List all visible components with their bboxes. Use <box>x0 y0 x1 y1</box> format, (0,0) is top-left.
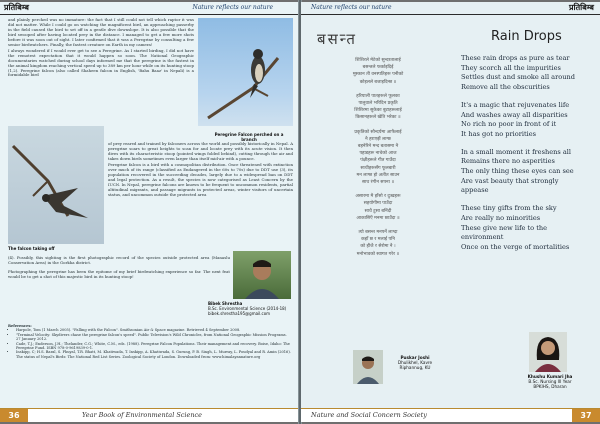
right-page <box>301 2 600 422</box>
poem-line: The only thing these eyes can see <box>461 167 574 176</box>
article-closing <box>8 256 230 281</box>
poem-line: It has got no priorities <box>461 129 537 138</box>
poem-line: Remains there no asperities <box>461 157 555 166</box>
author-program: B.Sc. Environmental Science (2014-18) <box>208 306 287 311</box>
right-header <box>301 2 600 15</box>
english-stanza <box>461 101 597 140</box>
poem-line: These tiny gifts from the sky <box>461 204 557 213</box>
english-stanza <box>461 148 597 197</box>
nepali-stanza: हरियाली पातहरूले फूलका पालुवाले भरिदिन प्रकृति शिशिरमा सुकेका बुटाहरूलाई किसानहरूले खेति भरेका ॥ <box>354 93 402 121</box>
english-stanza <box>461 204 597 253</box>
article-paragraph-4: Peregrine falcon is a bird with a cosmopolitan distribution. Once threatened with extinction over much of its range (classified as Endangered in the 60s to 70s) due to DDT use (3), its population recovered in the succeeding decades, largely due to a widespread ban on DDT and legal protection. As a result, the species is now categorised as Least Concern by the IUCN. In Nepal, peregrine falcons are known to be frequent to uncommon residents, partial altitudinal migrants, and passage migrants in protected areas, winter visitors of uncertain status, and uncommon outside the protected area <box>108 162 293 197</box>
article-paragraph-6: Photographing the peregrine has been the epitome of my brief birdwatching experience so far. The next feat would be to get a shot of this majestic bird in its hunting stoop! <box>8 268 230 279</box>
nepali-stanza: प्रकृतिको सौन्दर्यमा आफैलाई नै हराएझैं लाग्छ बहनेरिने मन्द बतासमा नै पहाडहरू नाचेको आज पंक्षीहरूले गीत गाउँदा साथीहरूसँग फूलबारी मन लाग्छ हो अतीत साउन साथ रंगीन सपना ॥ <box>354 129 402 186</box>
nepali-stanza: असारमा मै हाँसो र दुःखहरू सहयोगीमा पाउँदा साथै टुसा बनिंदी आकासिएँ मनमा छाउँदा ॥ <box>355 194 401 221</box>
english-poem <box>461 54 597 261</box>
poem-line: Are vast beauty that strongly <box>461 176 559 185</box>
poem-line: environment <box>461 233 504 242</box>
left-page <box>0 2 299 422</box>
poem-line: Are really no minorities <box>461 213 541 222</box>
poet-left-photo <box>353 350 383 384</box>
references-section <box>8 324 291 359</box>
right-page-number: 37 <box>572 409 600 422</box>
poem-line: In a small moment it freshens all <box>461 147 571 156</box>
poet-right-affiliation: BPKIHS, Dharan <box>533 384 567 390</box>
poet-right-program: B.Sc. Nursing III Year <box>528 379 572 385</box>
poem-line: appease <box>461 186 489 195</box>
left-page-number: 36 <box>0 409 28 422</box>
poet-left-name: Puskar Joshi <box>400 355 430 360</box>
poem-line: Once on the verge of mortalities <box>461 242 570 251</box>
author-email: bibek.shrestha195@gmail.com <box>208 311 271 316</box>
caption-takeoff: The falcon taking off <box>8 246 55 251</box>
references-title: References: <box>8 324 32 328</box>
reference-item: • Harpole, Tom (1 March 2005). "Falling with the Falcon". Smithsonian Air & Space magazine. Retrieved 4 September 2008. <box>16 328 291 332</box>
caption-perched: Peregrine Falcon perched on a branch <box>214 132 284 142</box>
left-header <box>0 2 299 15</box>
takeoff-falcon-photo <box>8 126 104 244</box>
english-stanza <box>461 54 597 93</box>
poem-line: No rich no poor in front of it <box>461 120 557 129</box>
reference-item: • Cade, T.J.; Enderson, J.H.; Thelander, C.G.; White, C.M., eds. (1988). Peregrine Falcon Populations. Their management and recovery. Boise, Idaho: The Peregrine Fund. ISBN 978-0-9619839-0-1. <box>16 342 291 351</box>
author-photo <box>233 251 291 299</box>
article-intro <box>8 18 194 80</box>
article-paragraph-5: (4). Possibly, this sighting is the first photographic record of the species outside protected area (Manaslu Conservation Area) in the Gorkha district. <box>8 255 230 265</box>
nepali-poem <box>313 57 443 265</box>
article-paragraph-1: and plainly perched was no immature: the fact that I still could not tell which raptor it was did not matter. While I could go on watching the magnificent bird, an approaching passerby in the field caused the bird to set off in a gentle dive downslope. It is also possible that the bird swooped after having located prey in the distance. I managed to get a few more shots before it was soon out of sight. I later confirmed that it was a Peregrine by consulting a few senior birdwatchers. Finally, the fastest creature on Earth in my camera! <box>8 17 194 47</box>
reference-item: • Inskipp, C; H.S. Baral, S. Phuyal, T.R. Bhatt, M. Khatiwada, T. Inskipp, A. Khatiwada, S. Gurung, P. B. Singh, L. Murray, L. Poudyal and R. Amin (2016). The status of Nepal's Birds: The National Red List Series. Zoological Society of London. Downloaded from: www.himalayannature.org <box>16 350 291 359</box>
reference-item: • "Terminal Velocity: Skydivers chase the peregrine falcon's speed". Public Television's Wild Chronicles, from National Geographic Mission Programs. 27 January 2012. <box>16 333 291 342</box>
english-poem-title: Rain Drops <box>491 29 562 44</box>
author-signature <box>208 301 294 316</box>
poem-line: They scorch all the impurities <box>461 63 561 72</box>
author-name: Bibek Shrestha <box>208 301 243 306</box>
nepali-poem-title: बसन्त <box>317 30 357 48</box>
nepali-stanza: शिशिरले मेटेको सुन्दरतालाई बसन्तले फर्काइदिई मुस्कान ती वनस्पतिहरू पनीको कोइलले बजाइदिन्छ ॥ <box>352 58 404 85</box>
poem-line: It's a magic that rejuvenates life <box>461 100 570 109</box>
nepali-stanza: त्यो बसन्त मनपर्ने लाग्दा कहाँ छ र मलाई पनि को हीजै र सेरोमा नै । मनोभावको स्वागत गरेर ॥ <box>356 230 400 257</box>
left-footer <box>0 408 299 422</box>
article-middle <box>108 142 293 199</box>
right-brand: प्रतिबिम्ब <box>569 3 594 12</box>
left-footer-title: Year Book of Environmental Science <box>82 411 203 419</box>
poet-left-place: Dhulikhel, Kavre <box>397 360 433 366</box>
poem-line: Remove all the obscurities <box>461 83 550 92</box>
article-paragraph-3: of prey reared and trained by falconers across the world and possibly historically in Nepal. A peregrine soars to great heights to scan for and locate prey with its acute vision. It then dives with its characteristic stoop (pointed wings folded behind), cutting through the air and takes down birds sometimes even larger than itself mid-air with a pounce. <box>108 141 293 161</box>
poem-line: And washes away all disparities <box>461 110 568 119</box>
poet-left-credit <box>385 355 445 371</box>
poet-right-credit <box>515 374 585 390</box>
left-tagline: Nature reflects our nature <box>192 4 273 11</box>
poet-left-affiliation: Riphannug, KU <box>399 365 431 371</box>
poem-line: These rain drops as pure as tear <box>461 54 570 62</box>
right-footer <box>301 408 600 422</box>
right-footer-title: Nature and Social Concern Society <box>311 411 427 419</box>
poem-line: Settles dust and smoke all around <box>461 73 575 82</box>
perched-falcon-photo <box>198 18 293 126</box>
article-paragraph-2: I always wondered if I would ever get to see a Peregrine. As I started birding, I did not have the remotest expectation that it would happen so soon. The National Geographic documentaries watched during school days informed me that the peregrine is the fastest in the animal kingdom reaching vertical speed up to 389 km per hour while on its hunting stoop (1,2). Peregrine falcon (also called Shaheen falcon in English, 'Bahu Baaz' in Nepali) is a formidable bird <box>8 47 194 78</box>
poet-right-photo <box>529 332 567 372</box>
poet-right-name: Khushu Kumari Jha <box>527 374 573 379</box>
right-tagline: Nature reflects our nature <box>311 4 392 11</box>
poem-line: These give new life to the <box>461 223 548 232</box>
left-brand: प्रतिबिम्ब <box>4 3 29 12</box>
